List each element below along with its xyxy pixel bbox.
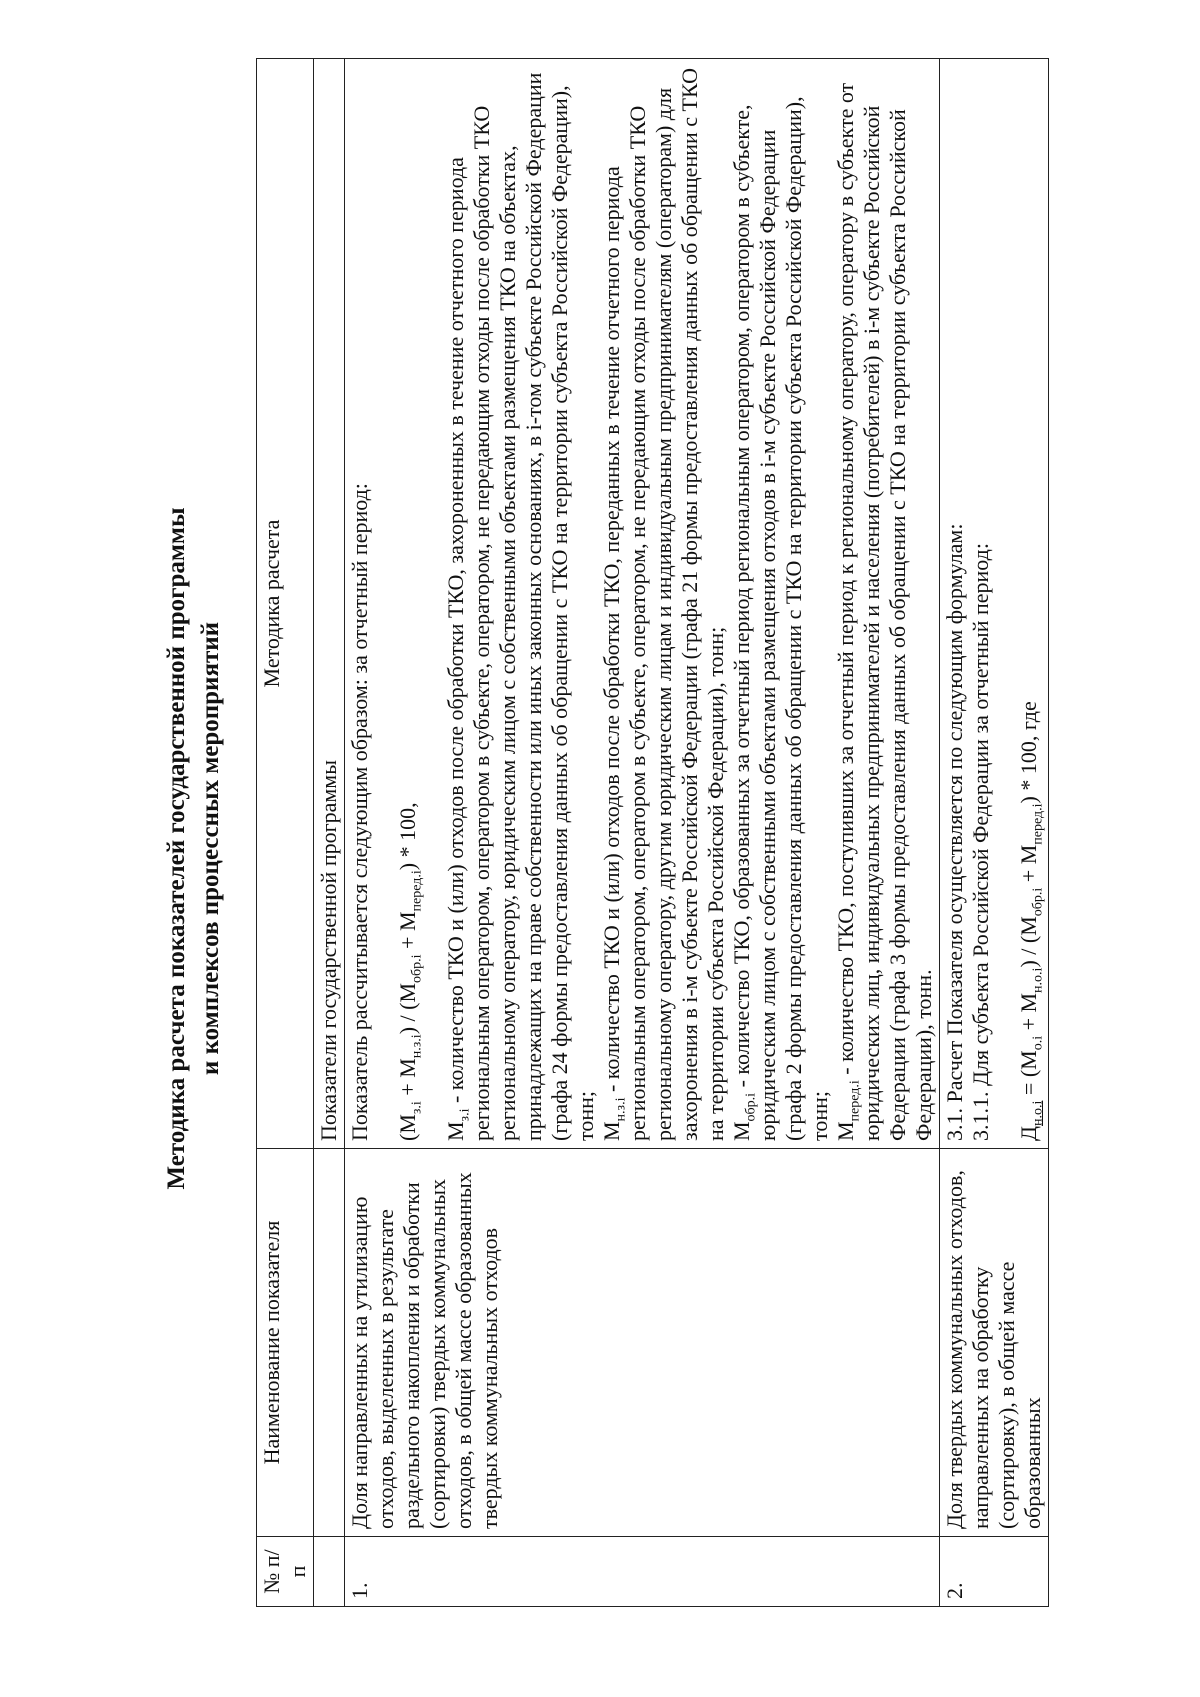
table-row <box>940 59 1049 1607</box>
header-method: Методика расчета <box>257 59 314 1149</box>
indicators-table <box>256 58 1049 1607</box>
section-name-empty <box>314 1149 345 1537</box>
row-1-method <box>345 59 940 1149</box>
definition-m-obr: $M_{обр.i}$ - количество ТКО, образованных за отчетный период региональным оператором, оператором в субъекте, юридическим лицом с собственными объектами размещения отходов в i-м субъекте Российской Федерации (графа 2 формы предоставления данных об обращении с ТКО на территории субъекта Российской Федерации), тонн; <box>729 96 832 1141</box>
table-header-row <box>257 59 314 1607</box>
document-title-line-1: Методика расчета показателей государственной программы <box>163 507 190 1190</box>
row-1-intro: Показатель рассчитывается следующим образом: за отчетный период: <box>347 483 372 1141</box>
section-title: Показатели государственной программы <box>314 59 345 1149</box>
row-1-formula: $(M_{з.i} + M_{н.з.i}) / (M_{обр.i} + M_{перед.i}) * 100$, <box>395 802 425 1141</box>
definition-m-pered: $M_{перед.i}$ - количество ТКО, поступивших за отчетный период к региональному оператору, оператору в субъекте от юридических лиц, индивидуальных предпринимателей и населения (потребителей) в i-м субъекте Российской Федерации (графа 3 формы предоставления данных об обращении с ТКО на территории субъекта Российской Федерации), тонн. <box>833 82 936 1141</box>
row-2-formula: $Д_{н.о.i} = (M_{о.i} + M_{н.о.i}) / (M_{обр.i} + M_{перед.i}) * 100$, где <box>1016 701 1046 1141</box>
definition-m-z: $M_{з.i}$ - количество ТКО и (или) отходов после обработки ТКО, захороненных в течение отчетного периода региональным оператором, оператором в субъекте, оператором, не передающим отходы после обработки ТКО региональному оператору, юридическим лицом с собственными объектами размещения ТКО на объектах, принадлежащих на праве собственности или иных законных основаниях, в i-том субъекте Российской Федерации (графа 24 формы предоставления данных об обращении с ТКО на территории субъекта Российской Федерации), тонн; <box>443 72 598 1141</box>
row-2-name: Доля твердых коммунальных отходов, направленных на обработку (сортировку), в общей массе образованных <box>940 1149 1049 1537</box>
row-2-line-2: 3.1.1. Для субъекта Российской Федерации за отчетный период: <box>968 543 993 1141</box>
header-num: № п/п <box>257 1537 314 1607</box>
row-2-method <box>940 59 1049 1149</box>
section-row <box>314 59 345 1607</box>
section-num-empty <box>314 1537 345 1607</box>
row-2-num: 2. <box>940 1537 1049 1607</box>
table-row <box>345 59 940 1607</box>
row-2-line-1: 3.1. Расчет Показателя осуществляется по следующим формулам: <box>942 523 967 1141</box>
row-1-name: Доля направленных на утилизацию отходов, выделенных в результате раздельного накопления и обработки (сортировки) твердых коммунальных отходов, в общей массе образованных твердых коммунальных отходов <box>345 1149 940 1537</box>
header-name: Наименование показателя <box>257 1149 314 1537</box>
definition-m-nz: $M_{н.з.i}$ - количество ТКО и (или) отходов после обработки ТКО, переданных в течение отчетного периода региональным оператором, оператором в субъекте, оператором, не передающим отходы после обработки ТКО региональному оператору, другим юридическим лицам и индивидуальным предпринимателям (операторам) для захоронения в i-м субъекте Российской Федерации (графа 21 формы предоставления данных об обращении с ТКО на территории субъекта Российской Федерации), тонн; <box>599 68 728 1141</box>
row-1-num: 1. <box>345 1537 940 1607</box>
document-title-line-2: и комплексов процессных мероприятий <box>197 621 224 1076</box>
